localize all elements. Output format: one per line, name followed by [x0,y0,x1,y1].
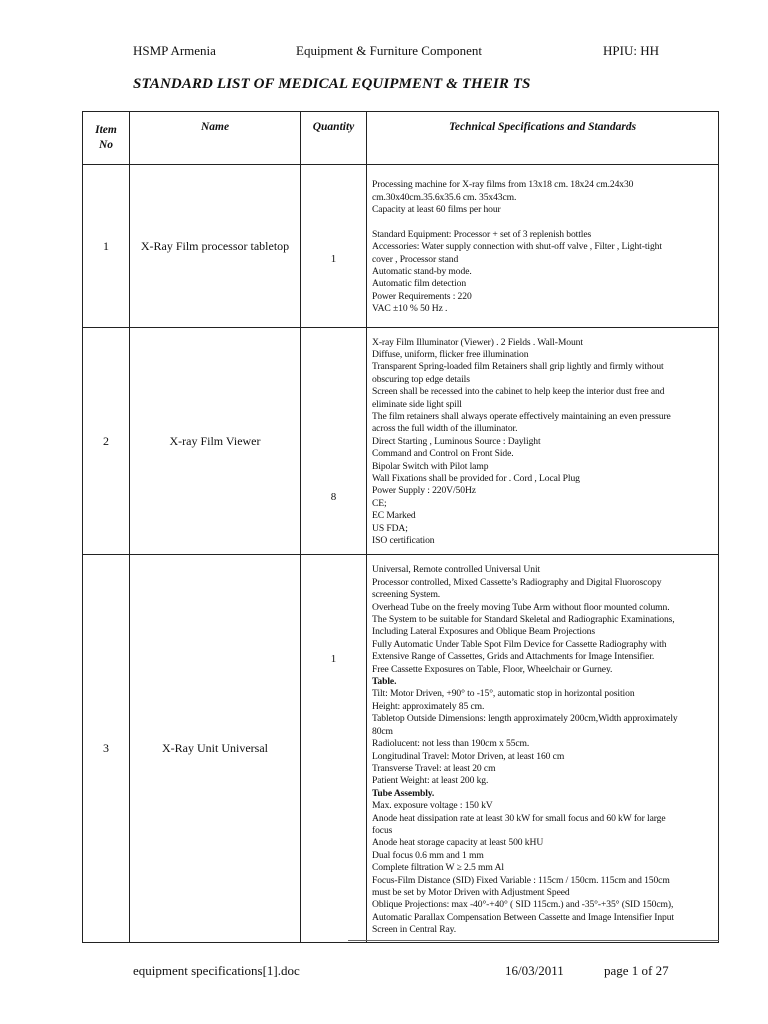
spec-line: eliminate side light spill [372,398,462,410]
spec-line: The film retainers shall always operate effectively maintaining an even pressure [372,410,671,422]
equipment-table [82,111,719,943]
spec-line: across the full width of the illuminator. [372,423,518,435]
header-center: Equipment & Furniture Component [296,43,482,58]
spec-line: Processing machine for X-ray films from 13x18 cm. 18x24 cm.24x30 [372,179,634,191]
spec-text-block [367,335,718,548]
footer-page-number: page 1 of 27 [604,963,669,978]
item-number: 3 [83,555,130,943]
spec-line: screening System. [372,589,441,601]
spec-line: Diffuse, uniform, flicker free illumination [372,348,529,360]
table-header-row [83,112,719,165]
spec-line: Overhead Tube on the freely moving Tube Arm without floor mounted column. [372,601,670,613]
spec-line: Tube Assembly. [372,787,435,799]
spec-line: 80cm [372,725,393,737]
spec-line: Complete filtration W ≥ 2.5 mm Al [372,862,504,874]
item-quantity-cell [301,165,367,328]
spec-text-block [367,560,718,936]
spec-line: Radiolucent: not less than 190cm x 55cm. [372,738,530,750]
spec-line: Tilt: Motor Driven, +90° to -15°, automatic stop in horizontal position [372,688,635,700]
footer-divider [348,940,719,941]
header-left: HSMP Armenia [133,43,216,58]
table-row [83,328,719,555]
document-title: STANDARD LIST OF MEDICAL EQUIPMENT & THEIR TS [133,76,531,92]
item-quantity-cell [301,328,367,555]
table-row [83,165,719,328]
spec-line: Power Supply : 220V/50Hz [372,485,476,497]
spec-line: Focus-Film Distance (SID) Fixed Variable : 115cm / 150cm. 115cm and 150cm [372,874,670,886]
header-item-no: Item No [83,112,130,165]
header-quantity: Quantity [301,112,367,165]
item-quantity-cell [301,555,367,943]
table-row [83,555,719,943]
spec-line: Tabletop Outside Dimensions: length approximately 200cm,Width approximately [372,713,678,725]
spec-line: Including Lateral Exposures and Oblique Beam Projections [372,626,595,638]
spec-line: ISO certification [372,535,435,547]
spec-line: Max. exposure voltage : 150 kV [372,800,493,812]
spec-line: VAC ±10 % 50 Hz . [372,303,448,315]
spec-line: Power Requirements : 220 [372,290,472,302]
item-number: 2 [83,328,130,555]
spec-line: Oblique Projections: max -40°-+40° ( SID 115cm.) and -35°-+35° (SID 150cm), [372,899,674,911]
spec-line: Wall Fixations shall be provided for . Cord , Local Plug [372,473,580,485]
spec-line: cover , Processor stand [372,253,459,265]
item-name: X-Ray Unit Universal [130,555,301,943]
spec-line: Universal, Remote controlled Universal Unit [372,564,541,576]
spec-line: Automatic stand-by mode. [372,265,472,277]
spec-line: CE; [372,497,387,509]
spec-line: Table. [372,676,397,688]
spec-line: Fully Automatic Under Table Spot Film Device for Cassette Radiography with [372,638,667,650]
item-specifications [367,328,719,555]
item-specifications [367,555,719,943]
spec-line: Standard Equipment: Processor + set of 3 replenish bottles [372,228,592,240]
item-quantity: 1 [330,653,337,665]
header-right: HPIU: HH [603,43,659,58]
item-quantity: 8 [330,491,337,503]
spec-line: Automatic film detection [372,278,467,290]
spec-line: Bipolar Switch with Pilot lamp [372,460,489,472]
item-name: X-ray Film Viewer [130,328,301,555]
spec-line: Accessories: Water supply connection with shut-off valve , Filter , Light-tight [372,241,662,253]
spec-line: Screen shall be recessed into the cabinet to help keep the interior dust free and [372,386,665,398]
spec-line: The System to be suitable for Standard Skeletal and Radiographic Examinations, [372,614,675,626]
item-quantity: 1 [330,253,337,265]
footer-date: 16/03/2011 [505,963,564,978]
spec-line: obscuring top edge details [372,373,470,385]
spec-line: Capacity at least 60 films per hour [372,204,501,216]
spec-line: Processor controlled, Mixed Cassette’s Radiography and Digital Fluoroscopy [372,576,662,588]
spec-line: Screen in Central Ray. [372,924,457,936]
header-name: Name [130,112,301,165]
spec-blank-line [372,217,714,229]
spec-line: Free Cassette Exposures on Table, Floor, Wheelchair or Gurney. [372,663,613,675]
spec-line: Automatic Parallax Compensation Between Cassette and Image Intensifier Input [372,911,674,923]
header-technical-specifications: Technical Specifications and Standards [367,112,719,165]
footer-filename: equipment specifications[1].doc [133,963,300,978]
spec-line: Anode heat dissipation rate at least 30 kW for small focus and 60 kW for large [372,812,666,824]
spec-line: focus [372,824,393,836]
spec-line: Transparent Spring-loaded film Retainers shall grip lightly and firmly without [372,361,664,373]
spec-line: Direct Starting , Luminous Source : Daylight [372,435,541,447]
spec-line: Command and Control on Front Side. [372,448,514,460]
spec-line: EC Marked [372,510,416,522]
spec-line: Height: approximately 85 cm. [372,700,485,712]
spec-line: US FDA; [372,522,408,534]
item-specifications [367,165,719,328]
spec-line: cm.30x40cm.35.6x35.6 cm. 35x43cm. [372,191,517,203]
spec-line: Patient Weight: at least 200 kg. [372,775,489,787]
item-name: X-Ray Film processor tabletop [130,165,301,328]
spec-line: X-ray Film Illuminator (Viewer) . 2 Fields . Wall-Mount [372,336,583,348]
spec-line: Extensive Range of Cassettes, Grids and Attachments for Image Intensifier. [372,651,655,663]
spec-text-block [367,176,718,315]
spec-line: must be set by Motor Driven with Adjustment Speed [372,886,570,898]
spec-line: Anode heat storage capacity at least 500 kHU [372,837,544,849]
spec-line: Longitudinal Travel: Motor Driven, at least 160 cm [372,750,565,762]
spec-line: Transverse Travel: at least 20 cm [372,762,496,774]
item-number: 1 [83,165,130,328]
spec-line: Dual focus 0.6 mm and 1 mm [372,849,484,861]
